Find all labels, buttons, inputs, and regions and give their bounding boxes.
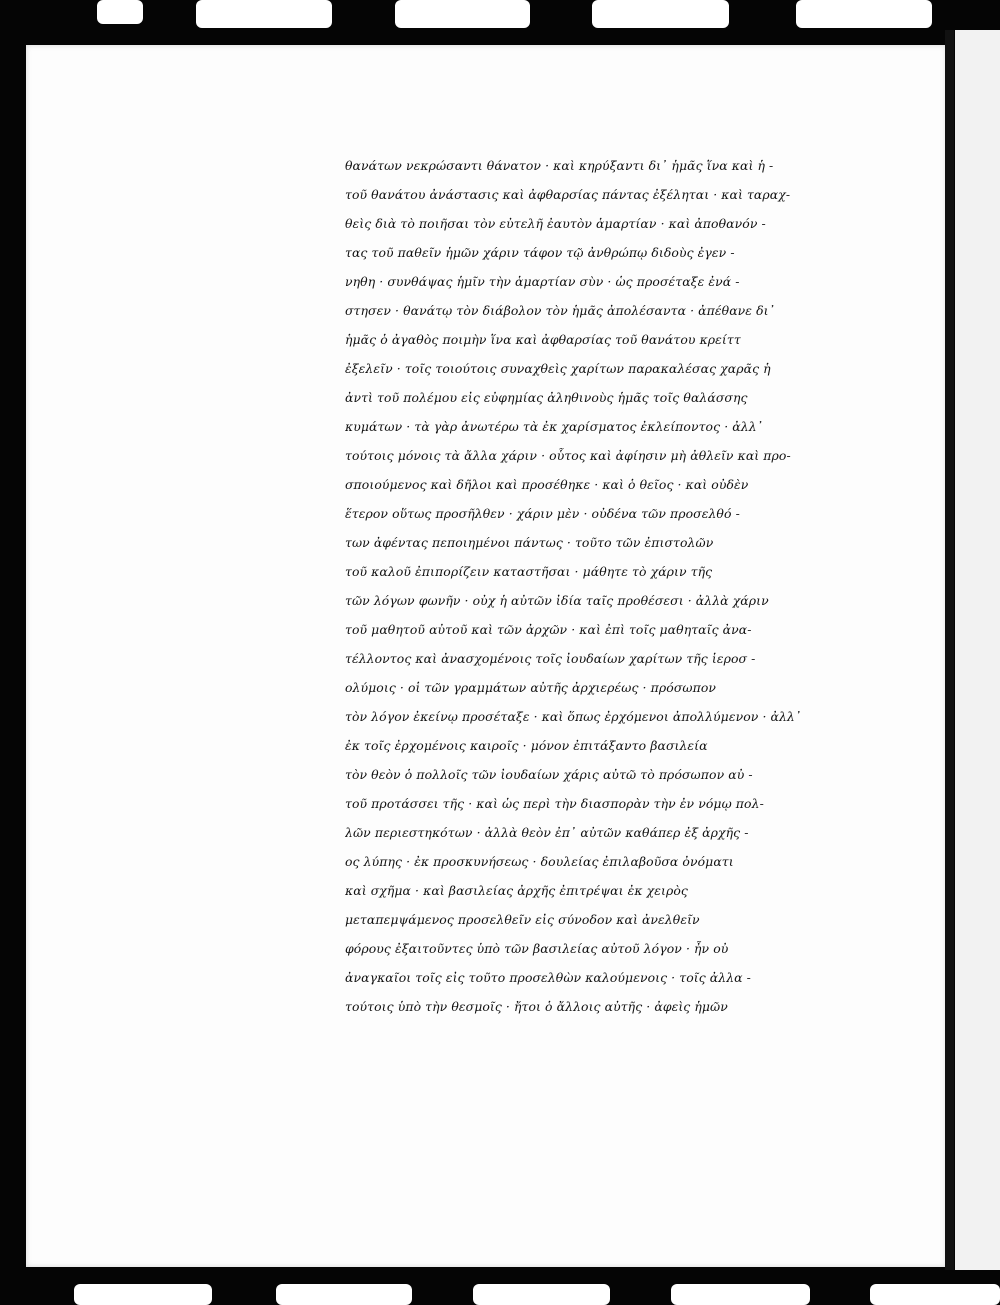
manuscript-line: ολύμοις · οἱ τῶν γραμμάτων αὐτῆς ἀρχιερέως · πρόσωπον bbox=[345, 680, 717, 695]
manuscript-line: των ἀφέντας πεποιημένοι πάντως · τοῦτο τῶν ἐπιστολῶν bbox=[345, 535, 714, 550]
manuscript-line: στησεν · θανάτῳ τὸν διάβολον τὸν ἡμᾶς ἀπολέσαντα · ἀπέθανε δι᾿ bbox=[345, 303, 775, 318]
manuscript-line: τὸν θεὸν ὁ πολλοῖς τῶν ἰουδαίων χάρις αὐτῶ τὸ πρόσωπον αὐ - bbox=[345, 767, 753, 782]
film-sprocket-top-3 bbox=[395, 0, 530, 28]
manuscript-line: ἀναγκαῖοι τοῖς εἰς τοῦτο προσελθὼν καλούμενοις · τοῖς ἀλλα - bbox=[345, 970, 751, 985]
manuscript-line: κυμάτων · τὰ γὰρ ἀνωτέρω τὰ ἐκ χαρίσματος ἐκλείποντος · ἀλλ᾿ bbox=[345, 419, 763, 434]
film-sprocket-top-4 bbox=[592, 0, 729, 28]
manuscript-line: τούτοις ὑπὸ τὴν θεσμοῖς · ἤτοι ὁ ἄλλοις αὐτῆς · ἀφεὶς ἡμῶν bbox=[345, 999, 728, 1014]
page-gutter bbox=[945, 30, 954, 1270]
manuscript-line: τούτοις μόνοις τὰ ἄλλα χάριν · οὗτος καὶ ἀφίησιν μὴ ἀθλεῖν καὶ προ- bbox=[345, 448, 791, 463]
manuscript-line: φόρους ἐξαιτοῦντες ὑπὸ τῶν βασιλείας αὐτοῦ λόγον · ἦν οὐ bbox=[345, 941, 729, 956]
manuscript-line: τοῦ μαθητοῦ αὐτοῦ καὶ τῶν ἀρχῶν · καὶ ἐπὶ τοῖς μαθηταῖς ἀνα- bbox=[345, 622, 752, 637]
manuscript-line: τέλλοντος καὶ ἀνασχομένοις τοῖς ἰουδαίων χαρίτων τῆς ἱεροσ - bbox=[345, 651, 756, 666]
film-sprocket-bottom-3 bbox=[473, 1284, 610, 1305]
manuscript-line: ἐκ τοῖς ἐρχομένοις καιροῖς · μόνον ἐπιτάξαντο βασιλεία bbox=[345, 738, 708, 753]
manuscript-line: ἀντὶ τοῦ πολέμου εἰς εὐφημίας ἀληθινοὺς ἡμᾶς τοῖς θαλάσσης bbox=[345, 390, 748, 405]
manuscript-line: τοῦ καλοῦ ἐπιπορίζειν καταστῆσαι · μάθητε τὸ χάριν τῆς bbox=[345, 564, 713, 579]
film-sprocket-bottom-1 bbox=[74, 1284, 212, 1305]
manuscript-line: ἕτερον οὕτως προσῆλθεν · χάριν μὲν · οὐδένα τῶν προσελθό - bbox=[345, 506, 740, 521]
adjacent-page-edge bbox=[955, 30, 1000, 1270]
manuscript-line: καὶ σχῆμα · καὶ βασιλείας ἀρχῆς ἐπιτρέψαι ἐκ χειρὸς bbox=[345, 883, 688, 898]
manuscript-line: τοῦ θανάτου ἀνάστασις καὶ ἀφθαρσίας πάντας ἐξέληται · καὶ ταραχ- bbox=[345, 187, 791, 202]
manuscript-line: τας τοῦ παθεῖν ἡμῶν χάριν τάφον τῷ ἀνθρώπῳ διδοὺς ἐγεν - bbox=[345, 245, 735, 260]
manuscript-line: μεταπεμψάμενος προσελθεῖν εἰς σύνοδον καὶ ἀνελθεῖν bbox=[345, 912, 700, 927]
film-sprocket-top-1 bbox=[97, 0, 143, 24]
film-sprocket-bottom-2 bbox=[276, 1284, 412, 1305]
manuscript-line: θεὶς διὰ τὸ ποιῆσαι τὸν εὐτελῆ ἐαυτὸν ἁμαρτίαν · καὶ ἀποθανόν - bbox=[345, 216, 766, 231]
manuscript-line: νηθη · συνθάψας ἡμῖν τὴν ἁμαρτίαν σὺν · ὡς προσέταξε ἐνά - bbox=[345, 274, 740, 289]
manuscript-line: τὸν λόγον ἐκείνῳ προσέταξε · καὶ ὅπως ἐρχόμενοι ἀπολλύμενον · ἀλλ᾿ bbox=[345, 709, 802, 724]
film-sprocket-top-2 bbox=[196, 0, 332, 28]
manuscript-line: ἐξελεῖν · τοῖς τοιούτοις συναχθεὶς χαρίτων παρακαλέσας χαρᾶς ἡ bbox=[345, 361, 771, 376]
manuscript-line: ος λύπης · ἐκ προσκυνήσεως · δουλείας ἐπιλαβοῦσα ὀνόματι bbox=[345, 854, 734, 869]
film-sprocket-bottom-5 bbox=[870, 1284, 1000, 1305]
manuscript-line: τοῦ προτάσσει τῆς · καὶ ὡς περὶ τὴν διασπορὰν τὴν ἐν νόμῳ πολ- bbox=[345, 796, 764, 811]
manuscript-line: λῶν περιεστηκότων · ἀλλὰ θεὸν ἐπ᾿ αὐτῶν καθάπερ ἐξ ἀρχῆς - bbox=[345, 825, 749, 840]
manuscript-line: σποιούμενος καὶ δῆλοι καὶ προσέθηκε · καὶ ὁ θεῖος · καὶ οὐδὲν bbox=[345, 477, 749, 492]
film-sprocket-bottom-4 bbox=[671, 1284, 810, 1305]
manuscript-line: τῶν λόγων φωνῆν · οὐχ ἡ αὐτῶν ἰδία ταῖς προθέσεσι · ἀλλὰ χάριν bbox=[345, 593, 769, 608]
manuscript-line: ἡμᾶς ὁ ἀγαθὸς ποιμὴν ἵνα καὶ ἀφθαρσίας τοῦ θανάτου κρείττ bbox=[345, 332, 741, 347]
film-sprocket-top-5 bbox=[796, 0, 932, 28]
manuscript-line: θανάτων νεκρώσαντι θάνατον · καὶ κηρύξαντι δι᾿ ἡμᾶς ἵνα καὶ ἡ - bbox=[345, 158, 774, 173]
